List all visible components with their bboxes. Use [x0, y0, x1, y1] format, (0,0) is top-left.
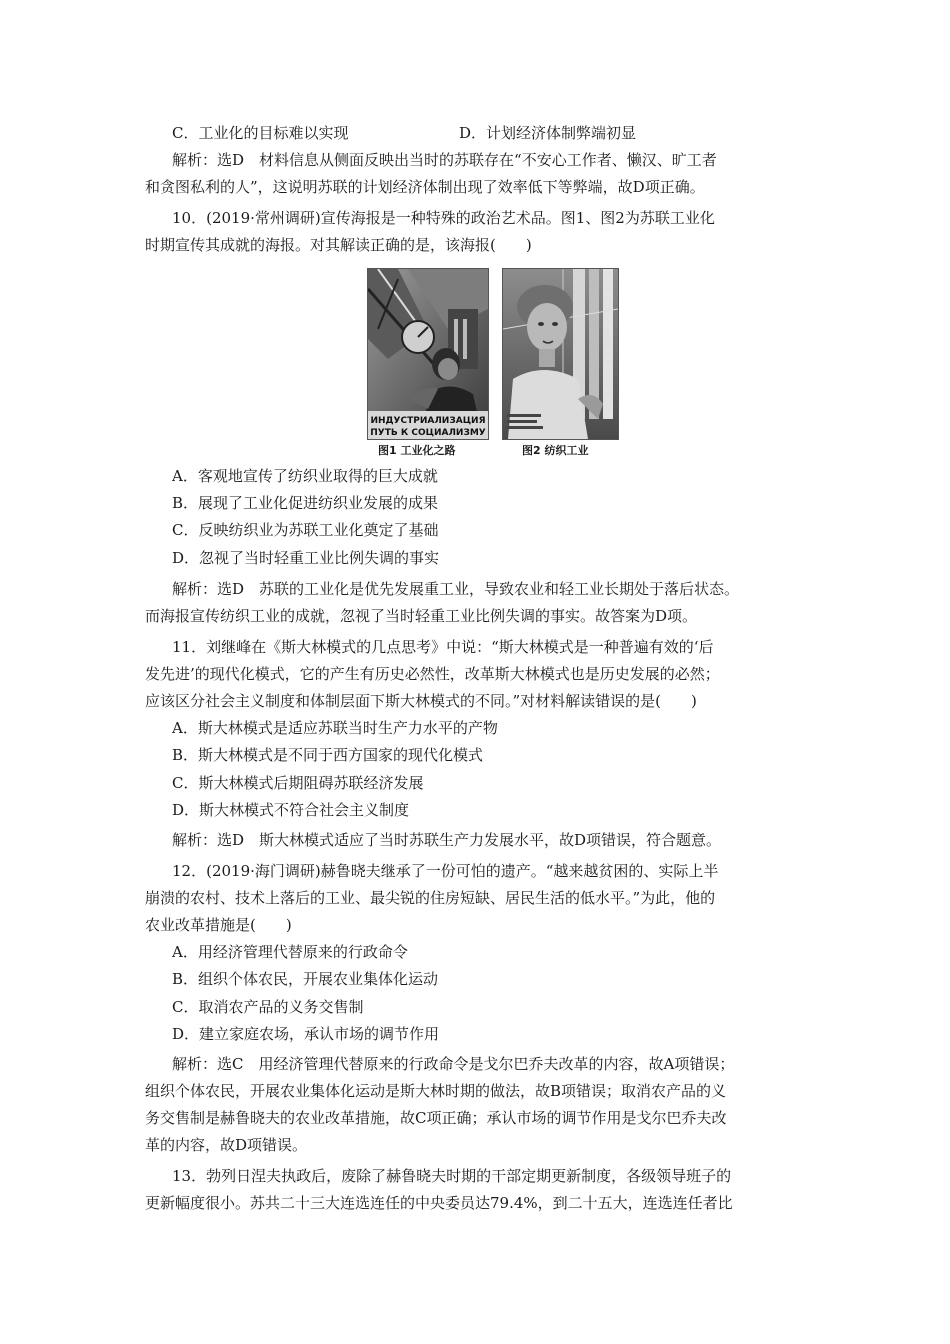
- option-c-q12: C．取消农产品的义务交售制: [172, 998, 364, 1016]
- option-b-q12: B．组织个体农民，开展农业集体化运动: [172, 970, 439, 988]
- poster-text-line-1: ИНДУСТРИАЛИЗАЦИЯ: [370, 416, 486, 426]
- analysis-q9-cont: 和贪图私利的人”，这说明苏联的计划经济体制出现了效率低下等弊端，故D项正确。: [145, 178, 705, 196]
- option-b-q11: B．斯大林模式是不同于西方国家的现代化模式: [172, 746, 484, 764]
- analysis-q11: 解析：选D 斯大林模式适应了当时苏联生产力发展水平，故D项错误，符合题意。: [172, 831, 722, 849]
- question-12-cont-2: 农业改革措施是( ): [145, 916, 292, 934]
- question-11-cont-1: 发先进’的现代化模式，它的产生有历史必然性，改革斯大林模式也是历史发展的必然；: [145, 665, 720, 683]
- option-c-q10: C．反映纺织业为苏联工业化奠定了基础: [172, 521, 439, 539]
- figure-2-caption: 图2 纺织工业: [522, 444, 589, 457]
- option-d-q12: D．建立家庭农场，承认市场的调节作用: [172, 1025, 440, 1043]
- analysis-q12: 解析：选C 用经济管理代替原来的行政命令是戈尔巴乔夫改革的内容，故A项错误；: [172, 1055, 735, 1073]
- option-c-q9: C．工业化的目标难以实现: [172, 124, 349, 142]
- analysis-q9: 解析：选D 材料信息从侧面反映出当时的苏联存在“不安心工作者、懒汉、旷工者: [172, 151, 717, 169]
- question-10-cont: 时期宣传其成就的海报。对其解读正确的是，该海报( ): [145, 236, 532, 254]
- option-b-q10: B．展现了工业化促进纺织业发展的成果: [172, 494, 439, 512]
- option-d-q10: D．忽视了当时轻重工业比例失调的事实: [172, 549, 440, 567]
- analysis-q12-cont-2: 务交售制是赫鲁晓夫的农业改革措施，故C项正确；承认市场的调节作用是戈尔巴乔夫改: [145, 1109, 727, 1127]
- question-13-cont: 更新幅度很小。苏共二十三大连选连任的中央委员达79.4%，到二十五大，连选连任者比: [145, 1194, 733, 1212]
- option-c-q11: C．斯大林模式后期阻碍苏联经济发展: [172, 774, 424, 792]
- question-11-cont-2: 应该区分社会主义制度和体制层面下斯大林模式的不同。”对材料解读错误的是( ): [145, 692, 697, 710]
- analysis-q12-cont-3: 革的内容，故D项错误。: [145, 1136, 308, 1154]
- option-a-q12: A．用经济管理代替原来的行政命令: [172, 943, 408, 961]
- poster-industrialization-image: [368, 269, 488, 439]
- poster-textile-image: [503, 269, 618, 439]
- figure-1-caption: 图1 工业化之路: [378, 444, 456, 457]
- question-11: 11．刘继峰在《斯大林模式的几点思考》中说：“斯大林模式是一种普遍有效的‘后: [172, 638, 714, 656]
- analysis-q10-cont: 而海报宣传纺织工业的成就，忽视了当时轻重工业比例失调的事实。故答案为D项。: [145, 607, 698, 625]
- question-12: 12．(2019·海门调研)赫鲁晓夫继承了一份可怕的遗产。“越来越贫困的、实际上半: [172, 862, 719, 880]
- option-d-q11: D．斯大林模式不符合社会主义制度: [172, 801, 410, 819]
- question-13: 13．勃列日涅夫执政后，废除了赫鲁晓夫时期的干部定期更新制度，各级领导班子的: [172, 1167, 732, 1185]
- option-d-q9: D．计划经济体制弊端初显: [459, 124, 637, 142]
- question-10: 10．(2019·常州调研)宣传海报是一种特殊的政治艺术品。图1、图2为苏联工业化: [172, 209, 715, 227]
- poster-text-line-2: ПУТЬ К СОЦИАЛИЗМУ: [370, 428, 486, 438]
- analysis-q10: 解析：选D 苏联的工业化是优先发展重工业，导致农业和轻工业长期处于落后状态。: [172, 580, 740, 598]
- poster-industrialization: [367, 268, 489, 440]
- option-a-q11: A．斯大林模式是适应苏联当时生产力水平的产物: [172, 719, 498, 737]
- option-a-q10: A．客观地宣传了纺织业取得的巨大成就: [172, 467, 438, 485]
- analysis-q12-cont-1: 组织个体农民，开展农业集体化运动是斯大林时期的做法，故B项错误；取消农产品的义: [145, 1082, 727, 1100]
- question-12-cont-1: 崩溃的农村、技术上落后的工业、最尖锐的住房短缺、居民生活的低水平。”为此，他的: [145, 889, 716, 907]
- poster-textile: [502, 268, 619, 440]
